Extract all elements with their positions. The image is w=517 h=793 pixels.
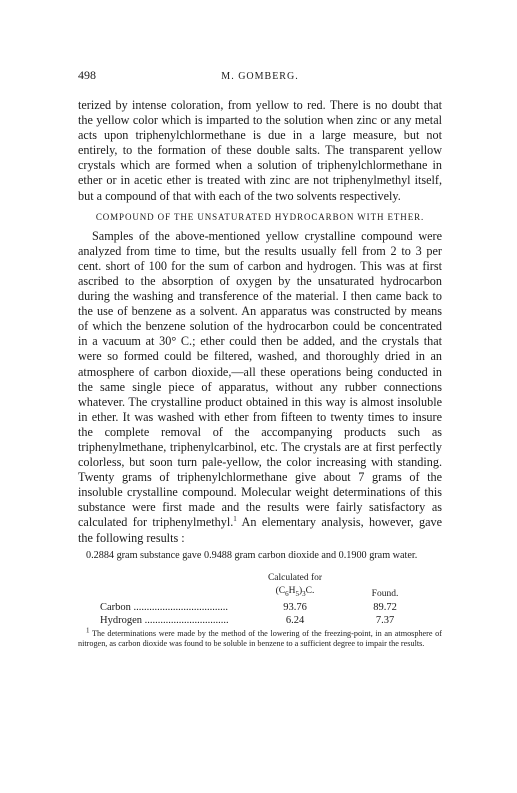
- calculated-header-formula: $(C_6H_5)_3C$.: [275, 585, 315, 598]
- paragraph-2-tail: An elementary analysis, however, gave the following results :: [78, 515, 442, 545]
- row-calculated: 93.76: [283, 601, 307, 613]
- row-label: Carbon ....................................: [100, 601, 229, 613]
- results-table: [100, 572, 430, 627]
- results-header-row: [100, 572, 430, 601]
- journal-page: [78, 68, 442, 657]
- row-found: 89.72: [373, 601, 397, 613]
- table-row: [100, 614, 430, 627]
- paragraph-1: terized by intense coloration, from yellow to red. There is no doubt that the yellow color which is imparted to the solution when zinc or any metal acts upon triphenylchlormethane is due in a large measure, but not entirely, to the formation of these double salts. The transparent yellow crystals which are formed when a solution of triphenylchlormethane in ether or in acetic ether is treated with zinc are not triphenylmethyl itself, but a compound of that with each of the two solvents respectively.: [78, 98, 442, 203]
- calculated-header: [250, 572, 340, 601]
- footnote: [78, 625, 442, 649]
- footnote-marker: 1: [86, 625, 90, 634]
- calculated-header-line1: Calculated for: [267, 572, 323, 583]
- section-heading: COMPOUND OF THE UNSATURATED HYDROCARBON WITH ETHER.: [95, 211, 425, 222]
- footnote-reference: 1: [233, 515, 237, 524]
- page-number: 498: [78, 68, 96, 82]
- footnote-text: The determinations were made by the method of the lowering of the freezing-point, in an atmosphere of nitrogen, as carbon dioxide was found to be soluble in benzene to a sufficient degree to impair the results.: [78, 628, 442, 648]
- paragraph-2: [78, 229, 442, 546]
- table-row: [100, 601, 430, 614]
- row-label: Hydrogen ................................: [100, 614, 229, 626]
- running-head: [78, 68, 442, 88]
- running-head-author: M. GOMBERG.: [221, 71, 299, 82]
- row-calculated: 6.24: [285, 614, 305, 626]
- paragraph-2-text: Samples of the above-mentioned yellow crystalline compound were analyzed from time to time, but the results usually fell from 2 to 3 per cent. short of 100 for the sum of carbon and hydrogen. This was at first ascribed to the absorption of oxygen by the unsaturated hydrocarbon during the washing and transference of the material. I then came back to the use of benzene as a solvent. An apparatus was constructed by means of which the benzene solution of the hydrocarbon could be concentrated in a vacuum at 30° C.; ether could then be added, and the crystals that were so formed could be filtered, washed, and thoroughly dried in an atmosphere of carbon dioxide,—all these operations being conducted in the same single piece of apparatus, without any rubber connections whatever. The crystalline product obtained in this way is almost insoluble in ether. It was washed with ether from fifteen to twenty times to insure the complete removal of the accompanying products such as triphenylmethane, triphenylcarbinol, etc. The crystals are at first perfectly colorless, but soon turn pale-yellow, the color increasing with standing. Twenty grams of triphenylchlormethane give about 7 grams of the insoluble crystalline compound. Molecular weight determinations of this substance were first made and the results were fairly satisfactory as calculated for triphenylmethyl.: [78, 228, 442, 530]
- row-found: 7.37: [375, 614, 395, 626]
- found-header: Found.: [371, 588, 399, 599]
- analysis-line: 0.2884 gram substance gave 0.9488 gram carbon dioxide and 0.1900 gram water.: [86, 549, 418, 561]
